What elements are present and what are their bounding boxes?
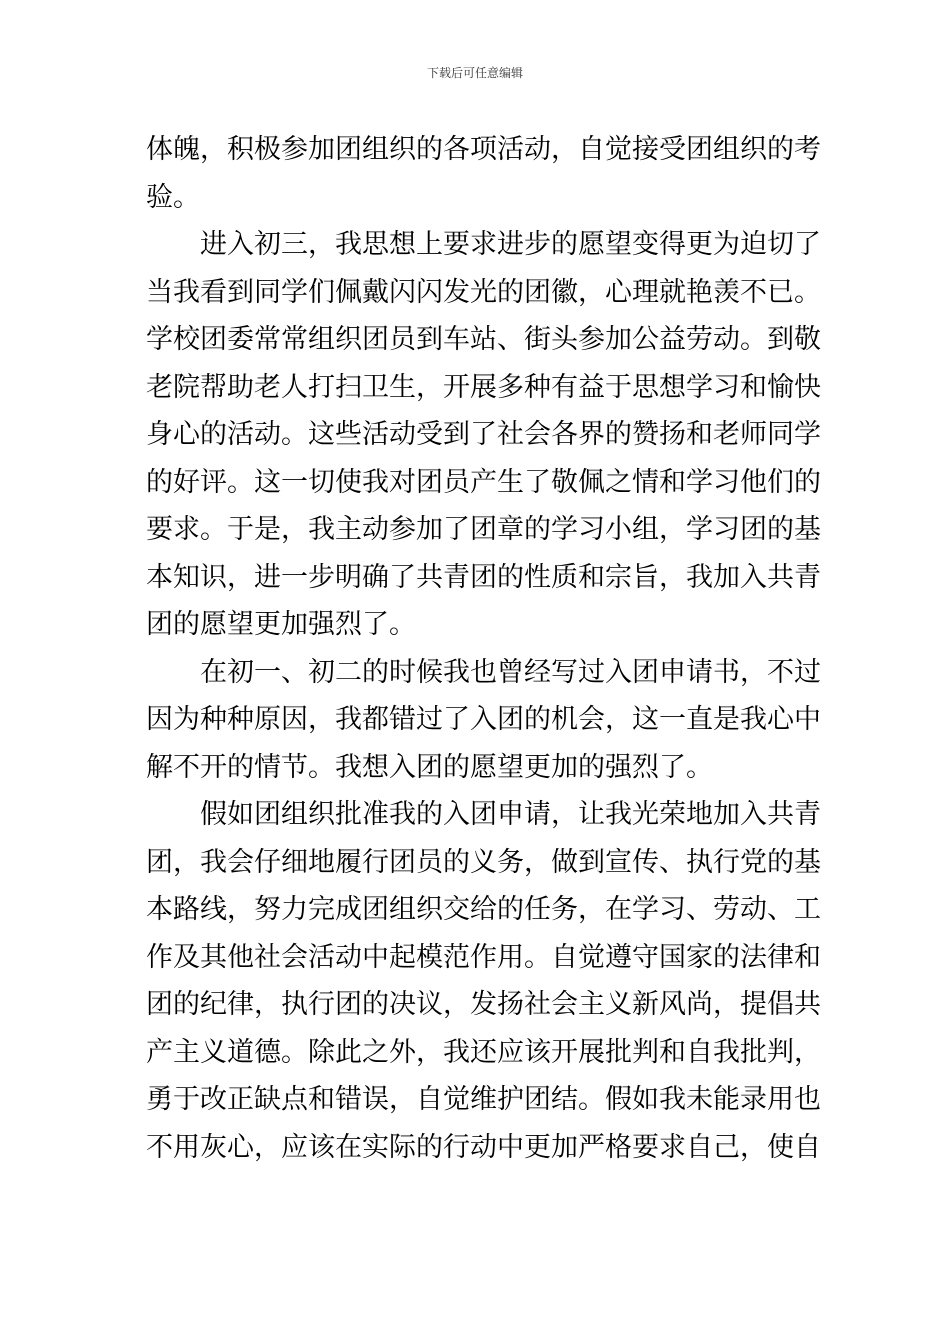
- text-line: 作及其他社会活动中起模范作用。自觉遵守国家的法律和: [146, 941, 821, 973]
- text-line: 勇于改正缺点和错误，自觉维护团结。假如我未能录用也: [146, 1084, 821, 1115]
- text-line: 假如团组织批准我的入团申请，让我光荣地加入共青: [200, 799, 821, 830]
- text-line: 产主义道德。除此之外，我还应该开展批判和自我批判，: [146, 1036, 821, 1068]
- text-line: 团的愿望更加强烈了。: [146, 609, 416, 640]
- text-line: 因为种种原因，我都错过了入团的机会，这一直是我心中: [146, 704, 821, 735]
- paragraph: [146, 791, 821, 1171]
- text-line: 身心的活动。这些活动受到了社会各界的赞扬和老师同学: [146, 419, 821, 450]
- text-line: 团的纪律，执行团的决议，发扬社会主义新风尚，提倡共: [146, 989, 821, 1020]
- paragraph: [146, 649, 821, 792]
- text-line: 体魄，积极参加团组织的各项活动，自觉接受团组织的考: [146, 134, 821, 165]
- paragraph: [146, 221, 821, 649]
- text-line: 的好评。这一切使我对团员产生了敬佩之情和学习他们的: [146, 466, 821, 498]
- text-line: 要求。于是，我主动参加了团章的学习小组，学习团的基: [146, 514, 821, 545]
- page-header: 下载后可任意编辑: [426, 66, 523, 80]
- text-line: 本路线，努力完成团组织交给的任务，在学习、劳动、工: [146, 894, 821, 925]
- text-line: 当我看到同学们佩戴闪闪发光的团徽，心理就艳羡不已。: [146, 276, 821, 308]
- document-body: [146, 126, 821, 1171]
- text-line: 验。: [146, 181, 200, 213]
- text-line: 进入初三，我思想上要求进步的愿望变得更为迫切了: [200, 229, 821, 260]
- paragraph: [146, 126, 821, 221]
- text-line: 不用灰心，应该在实际的行动中更加严格要求自己，使自: [146, 1131, 821, 1163]
- text-line: 在初一、初二的时候我也曾经写过入团申请书，不过: [200, 656, 821, 688]
- text-line: 学校团委常常组织团员到车站、街头参加公益劳动。到敬: [146, 324, 821, 355]
- text-line: 解不开的情节。我想入团的愿望更加的强烈了。: [146, 751, 713, 783]
- text-line: 团，我会仔细地履行团员的义务，做到宣传、执行党的基: [146, 846, 821, 878]
- text-line: 本知识，进一步明确了共青团的性质和宗旨，我加入共青: [146, 561, 821, 593]
- text-line: 老院帮助老人打扫卫生，开展多种有益于思想学习和愉快: [146, 371, 821, 403]
